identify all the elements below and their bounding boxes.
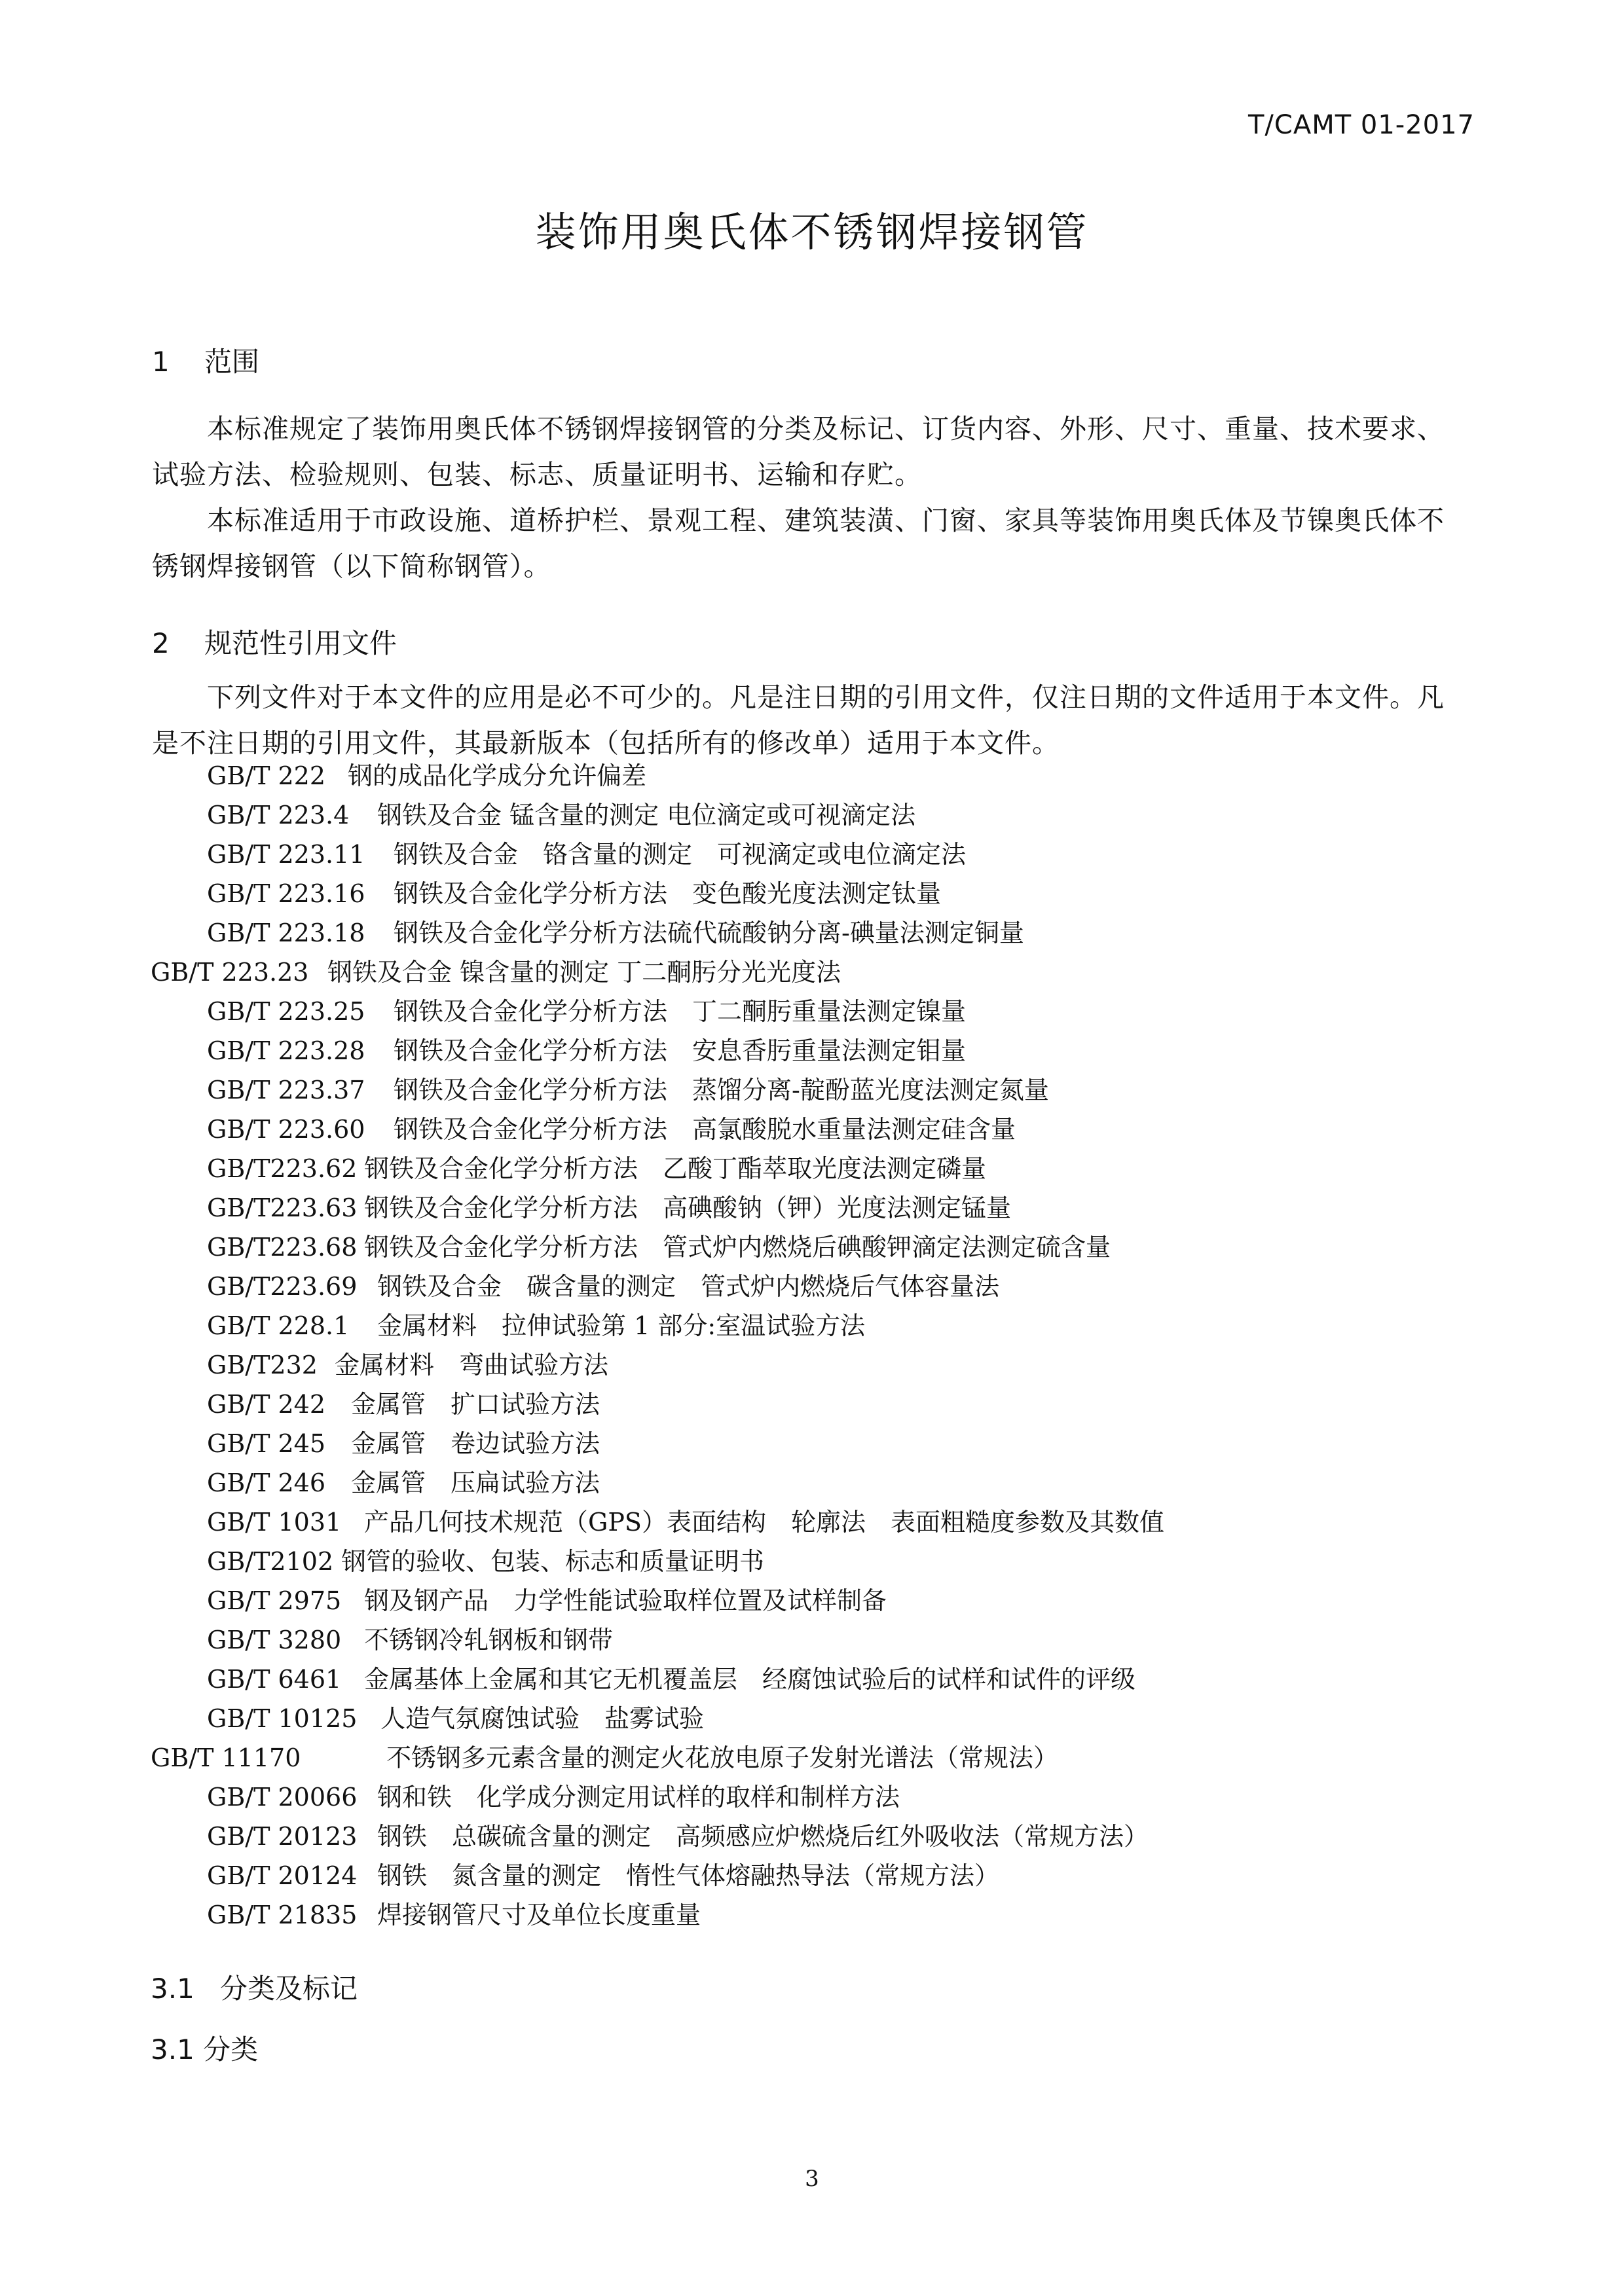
- reference-item: [207, 1463, 600, 1503]
- reference-title: 钢铁及合金 锰含量的测定 电位滴定或可视滴定法: [377, 801, 916, 829]
- reference-item: [207, 835, 966, 874]
- reference-item: [207, 1542, 764, 1581]
- section-2-intro: 下列文件对于本文件的应用是必不可少的。凡是注日期的引用文件，仅注日期的文件适用于本文件。凡是不注日期的引用文件，其最新版本（包括所有的修改单）适用于本文件。: [152, 682, 1445, 759]
- reference-code: GB/T 223.28: [207, 1036, 365, 1065]
- reference-title: 钢和铁 化学成分测定用试样的取样和制样方法: [377, 1783, 900, 1812]
- reference-item: [207, 1856, 999, 1895]
- reference-item: [207, 1385, 600, 1424]
- reference-code: GB/T223.62: [207, 1154, 358, 1183]
- reference-item: [151, 1738, 1058, 1777]
- reference-title: 不锈钢冷轧钢板和钢带: [364, 1626, 614, 1654]
- reference-title: 钢铁及合金化学分析方法 乙酸丁酯萃取光度法测定磷量: [364, 1154, 987, 1183]
- reference-item: [207, 1895, 701, 1935]
- section-1-number: 1: [152, 346, 170, 378]
- reference-code: GB/T 246: [207, 1468, 326, 1497]
- section-3-1-title: 分类及标记: [220, 1973, 358, 2005]
- reference-item: [207, 1581, 887, 1620]
- reference-code: GB/T 228.1: [207, 1311, 350, 1340]
- reference-title: 人造气氛腐蚀试验 盐雾试验: [380, 1704, 705, 1733]
- section-3-1-number: 3.1: [151, 1973, 194, 2005]
- reference-item: [207, 756, 646, 795]
- reference-title: 钢的成品化学成分允许偏差: [348, 761, 647, 790]
- section-3-1-heading: [151, 1967, 358, 2007]
- reference-title: 钢铁及合金 碳含量的测定 管式炉内燃烧后气体容量法: [377, 1272, 1000, 1301]
- reference-item: [207, 913, 1024, 953]
- reference-title: 钢及钢产品 力学性能试验取样位置及试样制备: [364, 1586, 887, 1615]
- reference-title: 钢铁 总碳硫含量的测定 高频感应炉燃烧后红外吸收法（常规方法）: [377, 1822, 1149, 1851]
- reference-code: GB/T 2975: [207, 1586, 342, 1615]
- reference-title: 钢铁及合金化学分析方法 安息香肟重量法测定钼量: [394, 1036, 967, 1065]
- reference-title: 金属材料 拉伸试验第 1 部分:室温试验方法: [377, 1311, 866, 1340]
- page-number: 3: [805, 2166, 819, 2192]
- reference-title: 金属管 压扁试验方法: [351, 1468, 600, 1497]
- reference-item: [207, 1267, 999, 1306]
- reference-code: GB/T 223.16: [207, 879, 365, 908]
- reference-title: 钢铁及合金化学分析方法 高碘酸钠（钾）光度法测定锰量: [364, 1194, 1012, 1222]
- reference-title: 钢铁及合金化学分析方法 蒸馏分离-靛酚蓝光度法测定氮量: [394, 1076, 1049, 1104]
- reference-code: GB/T 11170: [151, 1743, 301, 1772]
- reference-code: GB/T232: [207, 1351, 318, 1379]
- document-title: 装饰用奥氏体不锈钢焊接钢管: [535, 208, 1089, 256]
- reference-code: GB/T 223.11: [207, 840, 365, 869]
- reference-title: 焊接钢管尺寸及单位长度重量: [377, 1901, 701, 1929]
- reference-item: [207, 1424, 600, 1463]
- reference-title: 钢铁及合金化学分析方法 高氯酸脱水重量法测定硅含量: [394, 1115, 1016, 1144]
- reference-code: GB/T 20124: [207, 1861, 358, 1890]
- reference-item: [207, 1345, 608, 1385]
- reference-title: 金属基体上金属和其它无机覆盖层 经腐蚀试验后的试样和试件的评级: [364, 1665, 1136, 1694]
- reference-item: [207, 1660, 1135, 1699]
- reference-title: 钢管的验收、包装、标志和质量证明书: [341, 1547, 765, 1576]
- section-2-title: 规范性引用文件: [204, 627, 397, 659]
- reference-title: 钢铁及合金化学分析方法 丁二酮肟重量法测定镍量: [394, 997, 967, 1026]
- section-1-title: 范围: [204, 346, 260, 378]
- reference-item: [207, 795, 915, 835]
- reference-code: GB/T 223.25: [207, 997, 365, 1026]
- reference-code: GB/T 3280: [207, 1626, 342, 1654]
- reference-code: GB/T 6461: [207, 1665, 342, 1694]
- reference-item: [207, 1149, 986, 1188]
- reference-title: 钢铁 氮含量的测定 惰性气体熔融热导法（常规方法）: [377, 1861, 1000, 1890]
- reference-item: [207, 1817, 1149, 1856]
- section-1-paragraph-1: 本标准规定了装饰用奥氏体不锈钢焊接钢管的分类及标记、订货内容、外形、尺寸、重量、技术要求、试验方法、检验规则、包装、标志、质量证明书、运输和存贮。: [152, 413, 1445, 490]
- section-2-number: 2: [152, 627, 170, 659]
- reference-code: GB/T 223.18: [207, 919, 365, 947]
- reference-code: GB/T2102: [207, 1547, 334, 1576]
- reference-title: 钢铁及合金化学分析方法 管式炉内燃烧后碘酸钾滴定法测定硫含量: [364, 1233, 1111, 1262]
- reference-code: GB/T223.68: [207, 1233, 358, 1262]
- section-1-paragraph-2: 本标准适用于市政设施、道桥护栏、景观工程、建筑装潢、门窗、家具等装饰用奥氏体及节镍奥氏体不锈钢焊接钢管（以下简称钢管）。: [152, 505, 1445, 582]
- section-3-1-classification-heading: 3.1 分类: [151, 2033, 259, 2066]
- standard-code: T/CAMT 01-2017: [1248, 110, 1475, 140]
- reference-title: 钢铁及合金化学分析方法 变色酸光度法测定钛量: [394, 879, 942, 908]
- reference-item: [207, 1620, 613, 1660]
- reference-title: 金属材料 弯曲试验方法: [335, 1351, 609, 1379]
- reference-title: 钢铁及合金化学分析方法硫代硫酸钠分离-碘量法测定铜量: [394, 919, 1024, 947]
- reference-code: GB/T223.63: [207, 1194, 358, 1222]
- reference-title: 金属管 扩口试验方法: [351, 1390, 600, 1419]
- reference-item: [207, 1699, 704, 1738]
- reference-item: [207, 1070, 1049, 1110]
- reference-code: GB/T 242: [207, 1390, 326, 1419]
- reference-item: [207, 1228, 1111, 1267]
- reference-item: [207, 1188, 1011, 1228]
- reference-code: GB/T 1031: [207, 1508, 342, 1537]
- reference-item: [151, 953, 841, 992]
- reference-code: GB/T 21835: [207, 1901, 358, 1929]
- reference-code: GB/T 245: [207, 1429, 326, 1458]
- section-2-heading: [152, 622, 397, 661]
- section-1-heading: [152, 340, 259, 380]
- reference-item: [207, 874, 941, 913]
- reference-code: GB/T 223.37: [207, 1076, 365, 1104]
- reference-title: 钢铁及合金 铬含量的测定 可视滴定或电位滴定法: [394, 840, 967, 869]
- reference-item: [207, 1110, 1016, 1149]
- reference-item: [207, 1306, 865, 1345]
- reference-title: 产品几何技术规范（GPS）表面结构 轮廓法 表面粗糙度参数及其数值: [364, 1508, 1164, 1537]
- reference-code: GB/T223.69: [207, 1272, 358, 1301]
- reference-code: GB/T 223.60: [207, 1115, 365, 1144]
- reference-title: 不锈钢多元素含量的测定火花放电原子发射光谱法（常规法）: [386, 1743, 1059, 1772]
- reference-item: [207, 992, 966, 1031]
- reference-code: GB/T 20066: [207, 1783, 358, 1812]
- reference-code: GB/T 10125: [207, 1704, 358, 1733]
- reference-code: GB/T 222: [207, 761, 326, 790]
- reference-item: [207, 1503, 1164, 1542]
- reference-item: [207, 1031, 966, 1070]
- reference-title: 金属管 卷边试验方法: [351, 1429, 600, 1458]
- reference-title: 钢铁及合金 镍含量的测定 丁二酮肟分光光度法: [327, 958, 841, 987]
- reference-code: GB/T 20123: [207, 1822, 358, 1851]
- reference-item: [207, 1777, 900, 1817]
- reference-code: GB/T 223.4: [207, 801, 350, 829]
- reference-code: GB/T 223.23: [151, 958, 309, 987]
